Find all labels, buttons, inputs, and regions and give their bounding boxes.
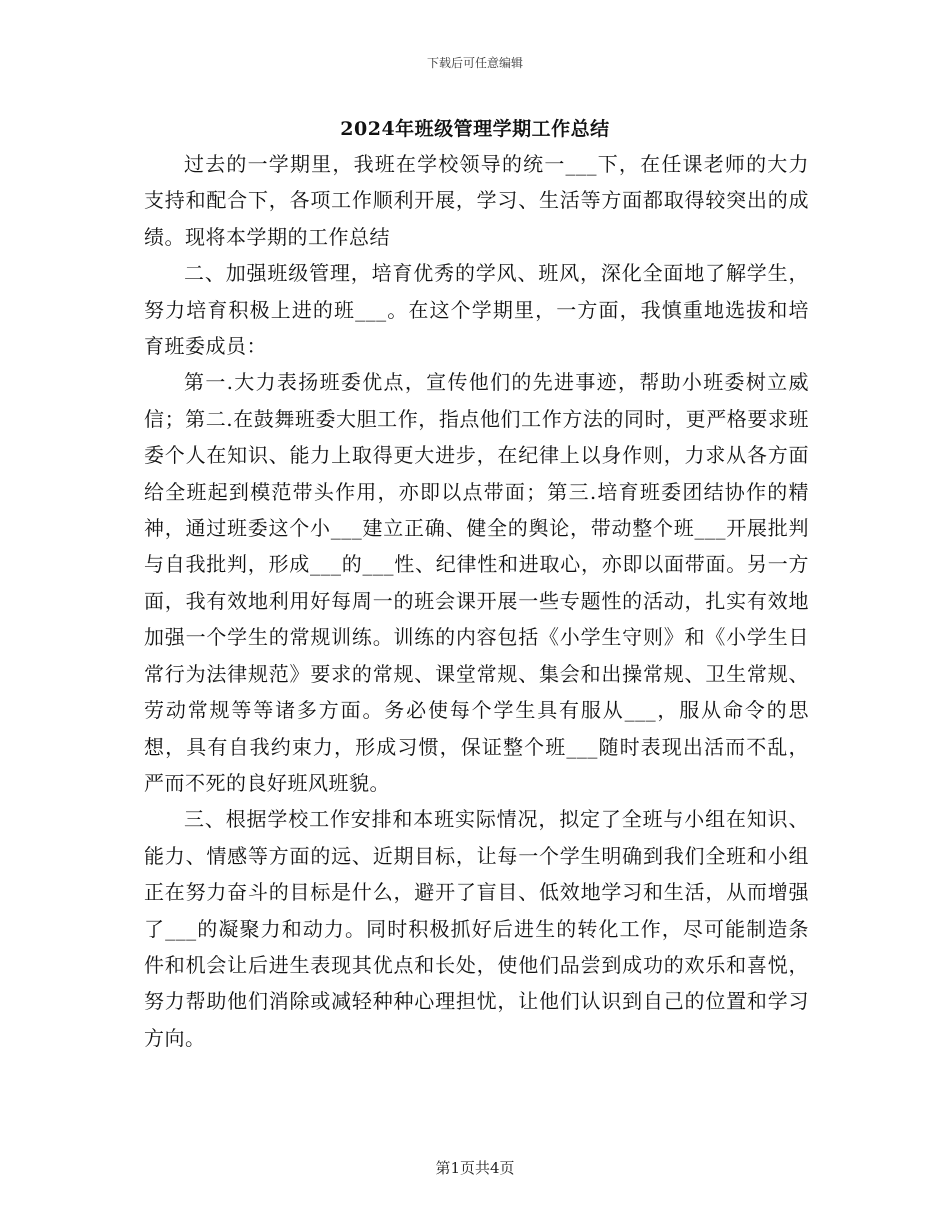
header-note: 下载后可任意编辑 <box>426 56 523 70</box>
paragraph-section-2-details: 第一.大力表扬班委优点，宣传他们的先进事迹，帮助小班委树立威信；第二.在鼓舞班委大胆工作，指点他们工作方法的同时，更严格要求班委个人在知识、能力上取得更大进步，在纪律上以身作则，力求从各方面给全班起到模范带头作用，亦即以点带面；第三.培育班委团结协作的精神，通过班委这个小___建立正确、健全的舆论，带动整个班___开展批判与自我批判，形成___的___性、纪律性和进取心，亦即以面带面。另一方面，我有效地利用好每周一的班会课开展一些专题性的活动，扎实有效地加强一个学生的常规训练。训练的内容包括《小学生守则》和《小学生日常行为法律规范》要求的常规、课堂常规、集会和出操常规、卫生常规、劳动常规等等诸多方面。务必使每个学生具有服从___，服从命令的思想，具有自我约束力，形成习惯，保证整个班___随时表现出活而不乱，严而不死的良好班风班貌。 <box>144 370 809 795</box>
paragraph-section-3: 三、根据学校工作安排和本班实际情况，拟定了全班与小组在知识、能力、情感等方面的远、近期目标，让每一个学生明确到我们全班和小组正在努力奋斗的目标是什么，避开了盲目、低效地学习和生活，从而增强了___的凝聚力和动力。同时积极抓好后进生的转化工作，尽可能制造条件和机会让后进生表现其优点和长处，使他们品尝到成功的欢乐和喜悦，努力帮助他们消除或减轻种种心理担忧，让他们认识到自己的位置和学习方向。 <box>144 807 809 1050</box>
document-title: 2024年班级管理学期工作总结 <box>340 118 610 140</box>
document-body <box>144 146 809 1056</box>
paragraph-intro: 过去的一学期里，我班在学校领导的统一___下，在任课老师的大力支持和配合下，各项工作顺利开展，学习、生活等方面都取得较突出的成绩。现将本学期的工作总结 <box>144 152 809 249</box>
page-number: 第1页共4页 <box>435 1159 515 1177</box>
paragraph-section-2: 二、加强班级管理，培育优秀的学风、班风，深化全面地了解学生，努力培育积极上进的班___。在这个学期里，一方面，我慎重地选拔和培育班委成员： <box>144 261 809 359</box>
